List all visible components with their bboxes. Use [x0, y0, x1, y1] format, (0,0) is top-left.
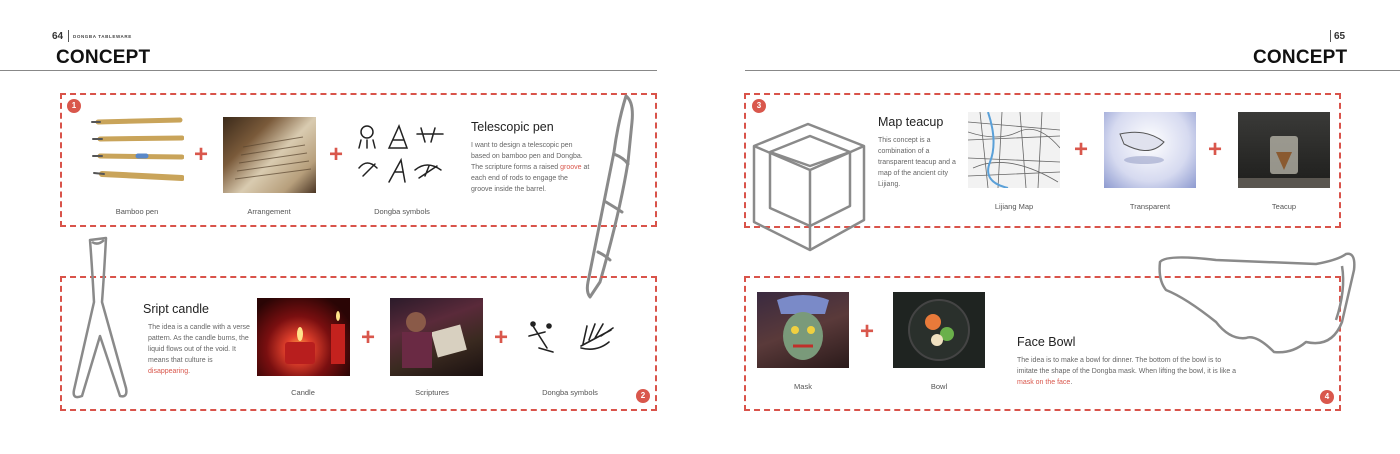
header-divider-right: [1330, 30, 1331, 42]
caption-bowl: Bowl: [930, 382, 948, 391]
teacup-photo: [1238, 112, 1330, 188]
candle-photo: [257, 298, 350, 376]
dongba-symbols-glyphs: [525, 318, 619, 358]
bamboo-pens-photo: [90, 112, 184, 192]
concept2-desc-highlight: disappearing: [148, 368, 189, 375]
title-rule-left: [0, 70, 657, 71]
concept1-desc-highlight: groove: [560, 164, 582, 171]
telescopic-pen-sketch: [578, 92, 638, 304]
concept2-desc-text: The idea is a candle with a verse pattern. As the candle burns, the liquid flows out of the void. It means that culture is: [148, 324, 250, 364]
concept1-description: [471, 140, 591, 195]
script-candle-sketch: [62, 236, 136, 404]
plus-icon: +: [1208, 136, 1223, 163]
caption-scriptures: Scriptures: [415, 388, 449, 397]
concept3-badge: 3: [752, 99, 766, 113]
concept4-desc-highlight: mask on the face: [1017, 379, 1071, 386]
glass-cube-sketch: [748, 116, 870, 256]
concept2-badge: 2: [636, 389, 650, 403]
transparent-boat-photo: [1104, 112, 1196, 188]
caption-candle: Candle: [291, 388, 315, 397]
concept2-desc-text-end: .: [188, 368, 191, 375]
scriptures-photo: [390, 298, 483, 376]
concept4-desc-text: The idea is to make a bowl for dinner. The bottom of the bowl is to imitate the shape of the Dongba mask. When lifting the bowl, it is like a: [1017, 357, 1237, 375]
page-number-right: 65: [1334, 31, 1346, 42]
caption-dongba-symbols-2: Dongba symbols: [542, 388, 598, 397]
caption-bamboo-pen: Bamboo pen: [115, 207, 159, 216]
running-head: DONGBA TABLEWARE: [73, 34, 132, 39]
caption-teacup: Teacup: [1271, 202, 1297, 211]
concept2-description: [148, 322, 252, 377]
plus-icon: +: [860, 318, 875, 345]
concept1-title: Telescopic pen: [471, 120, 554, 134]
concept1-desc-text-end: at each end of rods to engage the groove inside the barrel.: [471, 164, 590, 193]
lijiang-map-photo: [968, 112, 1060, 188]
caption-transparent: Transparent: [1129, 202, 1171, 211]
header-divider-left: [68, 30, 69, 42]
page-number-left: 64: [52, 31, 64, 42]
dongba-symbols-glyphs: [355, 120, 451, 192]
concept3-title: Map teacup: [878, 115, 944, 129]
page-title-right: CONCEPT: [1253, 47, 1348, 68]
plus-icon: +: [194, 141, 209, 168]
scripture-paper-photo: [223, 117, 316, 193]
caption-lijiang-map: Lijiang Map: [994, 202, 1034, 211]
concept4-badge: 4: [1320, 390, 1334, 404]
bowl-photo: [893, 292, 985, 368]
concept3-description: This concept is a combination of a transparent teacup and a map of the ancient city Lijiang.: [878, 137, 956, 188]
plus-icon: +: [361, 324, 376, 351]
title-rule-right: [745, 70, 1400, 71]
concept1-badge: 1: [67, 99, 81, 113]
concept4-desc-text-end: .: [1070, 379, 1073, 386]
caption-dongba-symbols: Dongba symbols: [374, 207, 430, 216]
page-title-left: CONCEPT: [56, 47, 151, 68]
mask-photo: [757, 292, 849, 368]
plus-icon: +: [1074, 136, 1089, 163]
caption-mask: Mask: [794, 382, 812, 391]
plus-icon: +: [329, 141, 344, 168]
concept4-title: Face Bowl: [1017, 335, 1076, 349]
face-bowl-sketch: [1156, 250, 1364, 362]
concept2-title: Sript candle: [143, 302, 210, 316]
concept1-desc-text: I want to design a telescopic pen based on bamboo pen and Dongba. The scripture forms a raised: [471, 142, 583, 171]
caption-arrangement: Arrangement: [247, 207, 291, 216]
plus-icon: +: [494, 324, 509, 351]
